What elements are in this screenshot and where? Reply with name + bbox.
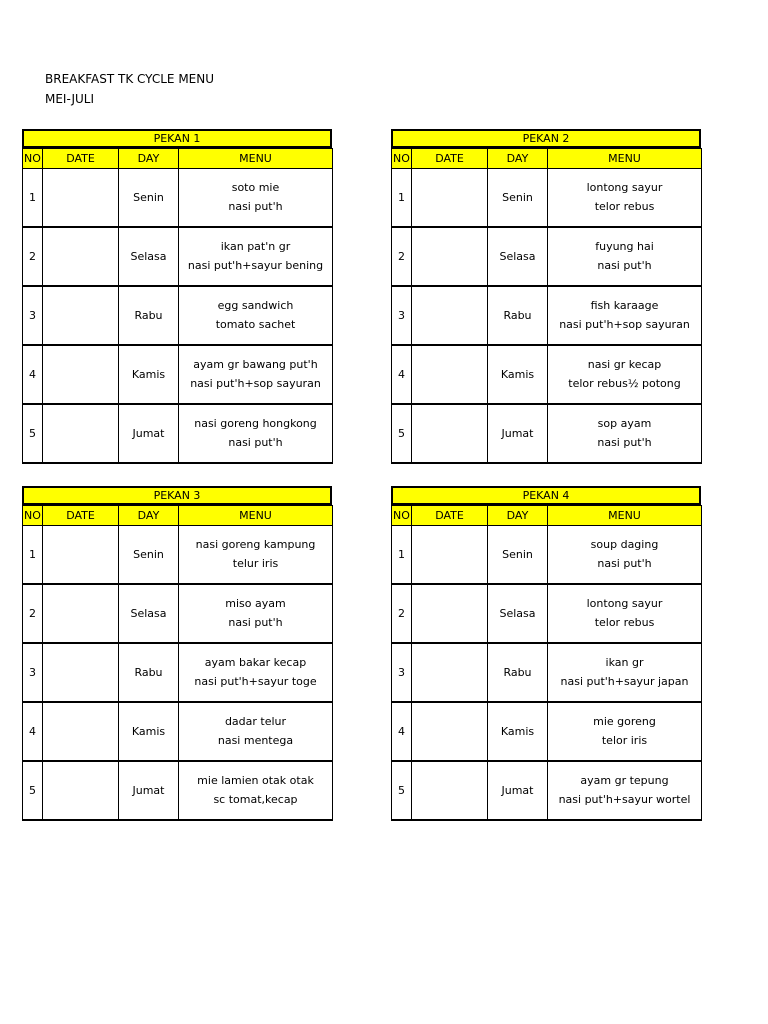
day-cell: Senin	[488, 526, 548, 585]
menu-item: fish karaage	[590, 298, 659, 312]
table-row	[392, 761, 702, 820]
menu-item: lontong sayur	[586, 596, 663, 610]
row-number: 4	[392, 702, 412, 761]
row-number: 1	[392, 169, 412, 228]
menu-item: nasi gr kecap	[587, 357, 662, 371]
column-header-date: DATE	[43, 149, 119, 169]
column-header-menu: MENU	[179, 149, 333, 169]
table-row	[392, 643, 702, 702]
menu-item: mie lamien otak otak	[197, 773, 314, 787]
day-cell: Kamis	[119, 345, 179, 404]
menu-item: telor iris	[601, 733, 648, 747]
day-cell: Kamis	[488, 345, 548, 404]
day-cell: Rabu	[119, 643, 179, 702]
table-row	[23, 761, 333, 820]
day-cell: Jumat	[488, 404, 548, 463]
menu-item: sop ayam	[597, 416, 652, 430]
date-cell	[412, 169, 488, 228]
menu-cell	[548, 345, 702, 404]
menu-table	[391, 148, 702, 464]
menu-item: ayam gr bawang put'h	[193, 357, 318, 371]
row-number: 3	[392, 643, 412, 702]
menu-item: nasi put'h+sayur wortel	[558, 792, 691, 806]
table-row	[23, 643, 333, 702]
menu-cell	[548, 643, 702, 702]
date-cell	[412, 526, 488, 585]
week-table-2	[391, 129, 701, 464]
menu-item: nasi goreng hongkong	[194, 416, 317, 430]
column-header-no: NO	[23, 149, 43, 169]
date-cell	[412, 584, 488, 643]
menu-item: nasi put'h+sop sayuran	[190, 376, 321, 390]
column-header-menu: MENU	[179, 506, 333, 526]
menu-item: telor rebus	[594, 199, 655, 213]
row-number: 1	[23, 169, 43, 228]
menu-item: ikan pat'n gr	[220, 239, 291, 253]
table-row	[392, 345, 702, 404]
day-cell: Jumat	[488, 761, 548, 820]
table-row	[392, 286, 702, 345]
date-cell	[43, 526, 119, 585]
document-period: MEI-JULI	[45, 92, 95, 106]
day-cell: Selasa	[488, 584, 548, 643]
menu-item: ikan gr	[605, 655, 644, 669]
menu-cell	[548, 584, 702, 643]
day-cell: Selasa	[119, 227, 179, 286]
date-cell	[43, 702, 119, 761]
date-cell	[43, 286, 119, 345]
date-cell	[43, 584, 119, 643]
menu-item: nasi put'h	[228, 435, 283, 449]
row-number: 4	[392, 345, 412, 404]
date-cell	[43, 404, 119, 463]
column-header-no: NO	[392, 506, 412, 526]
column-header-date: DATE	[43, 506, 119, 526]
date-cell	[412, 702, 488, 761]
menu-item: ayam bakar kecap	[204, 655, 307, 669]
day-cell: Kamis	[488, 702, 548, 761]
week-header: PEKAN 4	[391, 486, 701, 505]
menu-item: lontong sayur	[586, 180, 663, 194]
menu-item: nasi mentega	[217, 733, 294, 747]
menu-item: egg sandwich	[217, 298, 294, 312]
row-number: 1	[23, 526, 43, 585]
day-cell: Rabu	[488, 286, 548, 345]
table-row	[392, 227, 702, 286]
column-header-day: DAY	[119, 506, 179, 526]
week-table-1	[22, 129, 332, 464]
table-row	[23, 286, 333, 345]
day-cell: Selasa	[119, 584, 179, 643]
day-cell: Selasa	[488, 227, 548, 286]
row-number: 4	[23, 345, 43, 404]
table-row	[23, 169, 333, 228]
menu-item: mie goreng	[593, 714, 656, 728]
row-number: 3	[23, 286, 43, 345]
menu-item: nasi put'h	[228, 199, 283, 213]
table-row	[23, 584, 333, 643]
day-cell: Kamis	[119, 702, 179, 761]
menu-item: nasi put'h+sayur bening	[187, 258, 324, 272]
menu-table	[391, 505, 702, 821]
date-cell	[412, 345, 488, 404]
row-number: 2	[392, 584, 412, 643]
row-number: 1	[392, 526, 412, 585]
menu-item: telor rebus½ potong	[568, 376, 681, 390]
menu-item: sc tomat,kecap	[213, 792, 298, 806]
column-header-row	[392, 506, 702, 526]
menu-cell	[548, 526, 702, 585]
column-header-menu: MENU	[548, 506, 702, 526]
week-header: PEKAN 1	[22, 129, 332, 148]
table-row	[23, 526, 333, 585]
menu-item: telur iris	[232, 556, 279, 570]
row-number: 5	[23, 761, 43, 820]
table-row	[392, 702, 702, 761]
menu-item: soup daging	[590, 537, 659, 551]
table-row	[23, 404, 333, 463]
menu-cell	[179, 643, 333, 702]
menu-item: nasi put'h+sayur japan	[560, 674, 689, 688]
table-row	[23, 345, 333, 404]
day-cell: Rabu	[488, 643, 548, 702]
menu-cell	[179, 404, 333, 463]
menu-table	[22, 148, 333, 464]
date-cell	[43, 345, 119, 404]
menu-cell	[179, 761, 333, 820]
row-number: 5	[392, 404, 412, 463]
day-cell: Rabu	[119, 286, 179, 345]
row-number: 3	[23, 643, 43, 702]
day-cell: Jumat	[119, 404, 179, 463]
table-row	[23, 227, 333, 286]
menu-item: nasi put'h	[597, 556, 652, 570]
menu-item: nasi put'h+sayur toge	[194, 674, 317, 688]
menu-item: soto mie	[231, 180, 280, 194]
row-number: 3	[392, 286, 412, 345]
table-row	[392, 169, 702, 228]
column-header-no: NO	[23, 506, 43, 526]
menu-item: miso ayam	[225, 596, 286, 610]
date-cell	[43, 761, 119, 820]
menu-item: fuyung hai	[595, 239, 654, 253]
menu-cell	[179, 286, 333, 345]
row-number: 5	[392, 761, 412, 820]
week-table-3	[22, 486, 332, 821]
menu-cell	[179, 169, 333, 228]
week-header: PEKAN 3	[22, 486, 332, 505]
day-cell: Senin	[119, 169, 179, 228]
date-cell	[412, 286, 488, 345]
day-cell: Senin	[488, 169, 548, 228]
table-row	[23, 702, 333, 761]
row-number: 5	[23, 404, 43, 463]
date-cell	[412, 643, 488, 702]
menu-item: nasi put'h+sop sayuran	[559, 317, 690, 331]
table-row	[392, 404, 702, 463]
menu-table	[22, 505, 333, 821]
menu-cell	[548, 702, 702, 761]
column-header-no: NO	[392, 149, 412, 169]
menu-item: tomato sachet	[215, 317, 296, 331]
menu-cell	[179, 345, 333, 404]
date-cell	[412, 227, 488, 286]
week-header: PEKAN 2	[391, 129, 701, 148]
menu-cell	[179, 702, 333, 761]
menu-item: nasi put'h	[597, 435, 652, 449]
menu-item: nasi put'h	[228, 615, 283, 629]
date-cell	[412, 761, 488, 820]
day-cell: Jumat	[119, 761, 179, 820]
row-number: 4	[23, 702, 43, 761]
menu-item: telor rebus	[594, 615, 655, 629]
menu-cell	[548, 169, 702, 228]
date-cell	[43, 643, 119, 702]
menu-cell	[548, 761, 702, 820]
menu-item: nasi put'h	[597, 258, 652, 272]
menu-cell	[179, 526, 333, 585]
day-cell: Senin	[119, 526, 179, 585]
column-header-day: DAY	[488, 149, 548, 169]
date-cell	[43, 169, 119, 228]
column-header-row	[392, 149, 702, 169]
menu-cell	[179, 584, 333, 643]
column-header-row	[23, 506, 333, 526]
row-number: 2	[23, 227, 43, 286]
column-header-date: DATE	[412, 149, 488, 169]
menu-cell	[548, 227, 702, 286]
column-header-row	[23, 149, 333, 169]
date-cell	[43, 227, 119, 286]
menu-item: ayam gr tepung	[580, 773, 669, 787]
week-table-4	[391, 486, 701, 821]
table-row	[392, 584, 702, 643]
menu-cell	[548, 286, 702, 345]
menu-cell	[179, 227, 333, 286]
column-header-day: DAY	[119, 149, 179, 169]
date-cell	[412, 404, 488, 463]
menu-cell	[548, 404, 702, 463]
menu-item: dadar telur	[224, 714, 287, 728]
row-number: 2	[23, 584, 43, 643]
column-header-menu: MENU	[548, 149, 702, 169]
column-header-day: DAY	[488, 506, 548, 526]
column-header-date: DATE	[412, 506, 488, 526]
document-title: BREAKFAST TK CYCLE MENU	[45, 72, 215, 86]
menu-item: nasi goreng kampung	[195, 537, 316, 551]
row-number: 2	[392, 227, 412, 286]
table-row	[392, 526, 702, 585]
